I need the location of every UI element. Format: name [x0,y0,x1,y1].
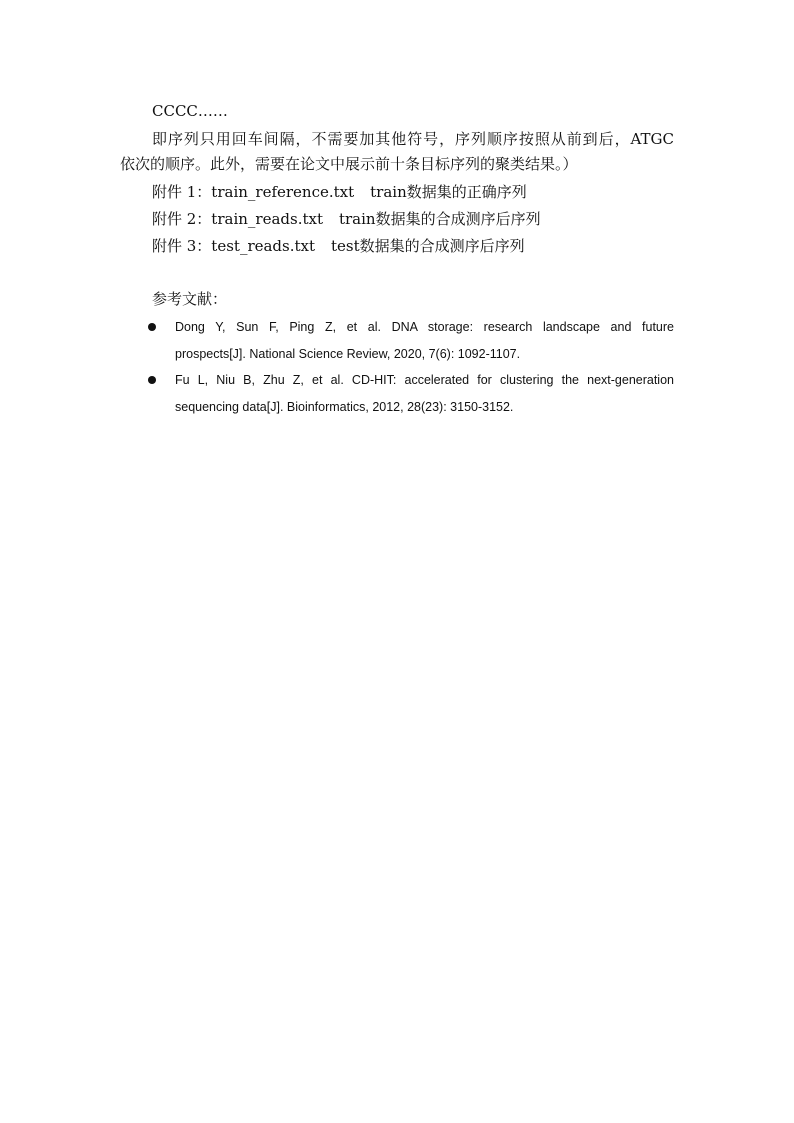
attachment-item [152,236,525,256]
bullet-icon [148,376,156,384]
bullet-icon [148,323,156,331]
attachment-item [152,209,541,229]
paragraph-line: 即序列只用回车间隔，不需要加其他符号，序列顺序按照从前到后，ATGC [152,130,674,148]
attachment-label: 附件 1：train_reference.txt [152,183,355,201]
attachment-label: 附件 2：train_reads.txt [152,210,323,228]
attachment-description: train数据集的合成测序后序列 [338,210,541,228]
reference-line: Fu L, Niu B, Zhu Z, et al. CD-HIT: accelerated for clustering the next-generation [175,373,674,387]
reference-item [148,367,674,421]
reference-line: sequencing data[J]. Bioinformatics, 2012, 28(23): 3150-3152. [175,400,514,414]
references-heading: 参考文献： [152,290,228,308]
sequence-example-line: CCCC…… [152,102,228,120]
reference-text [175,367,674,421]
attachment-label: 附件 3：test_reads.txt [152,237,316,255]
attachment-item [152,182,527,202]
attachment-description: test数据集的合成测序后序列 [331,237,525,255]
attachment-description: train数据集的正确序列 [370,183,527,201]
reference-line: Dong Y, Sun F, Ping Z, et al. DNA storage: research landscape and future [175,320,674,334]
reference-item [148,314,674,368]
reference-line: prospects[J]. National Science Review, 2020, 7(6): 1092-1107. [175,347,521,361]
reference-text [175,314,674,368]
paragraph-line: 依次的顺序。此外，需要在论文中展示前十条目标序列的聚类结果。） [120,155,578,173]
